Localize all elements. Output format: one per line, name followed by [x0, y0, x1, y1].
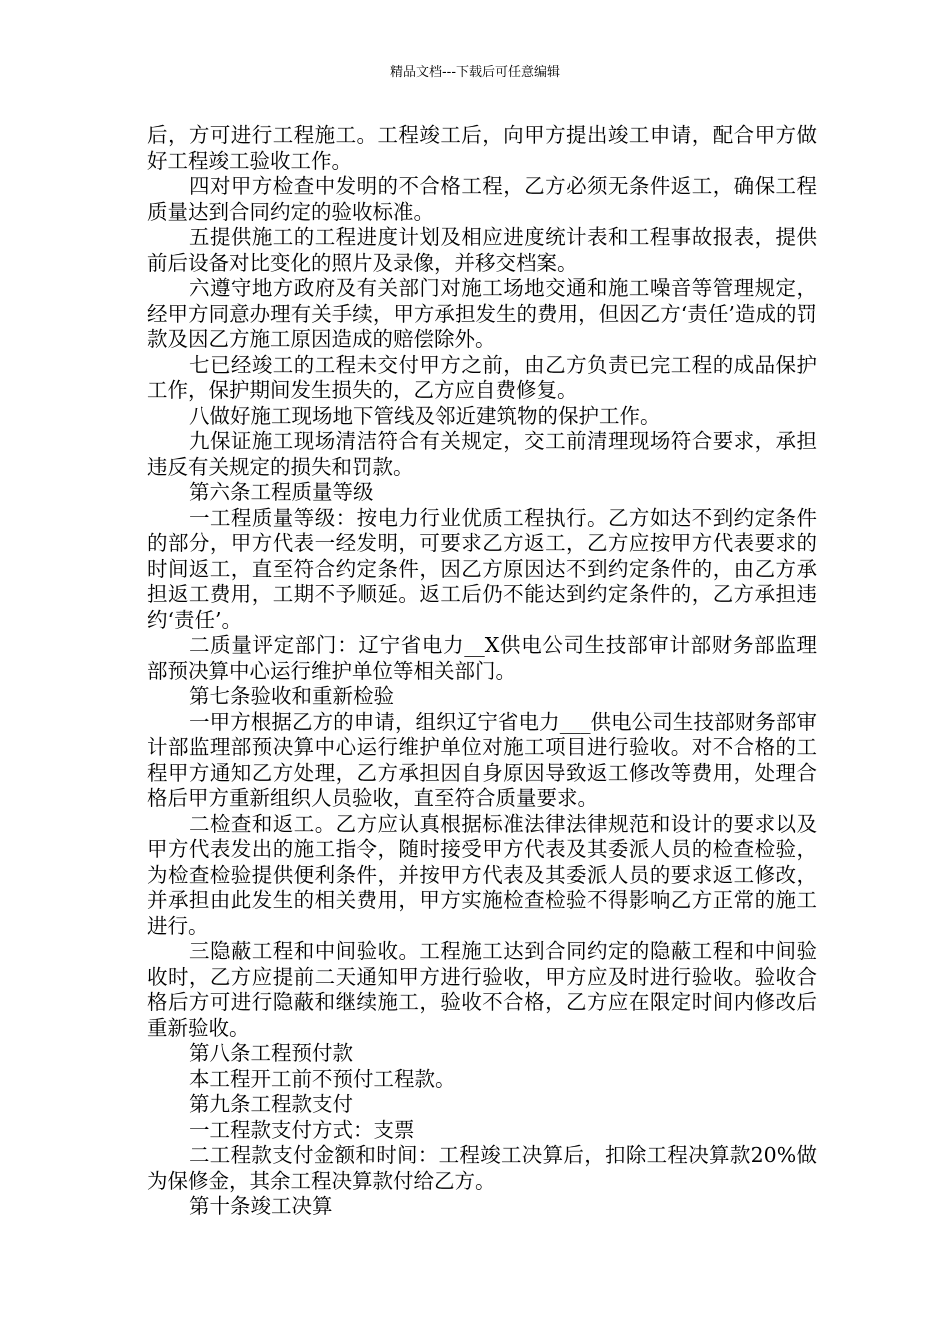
paragraph: 二质量评定部门：辽宁省电力__X供电公司生技部审计部财务部监理部预决算中心运行维护单位等相关部门。	[147, 633, 817, 683]
section-heading: 第九条工程款支付	[189, 1092, 353, 1116]
section-heading: 第七条验收和重新检验	[189, 684, 394, 708]
page-header: 精品文档---下载后可任意编辑	[389, 65, 561, 80]
paragraph: 四对甲方检查中发明的不合格工程，乙方必须无条件返工，确保工程质量达到合同约定的验收标准。	[147, 174, 817, 224]
paragraph: 一工程款支付方式：支票	[189, 1117, 415, 1142]
section-heading: 第八条工程预付款	[189, 1041, 353, 1065]
paragraph: 二检查和返工。乙方应认真根据标准法律法律规范和设计的要求以及甲方代表发出的施工指令，随时接受甲方代表及其委派人员的检查检验，为检查检验提供便利条件，并按甲方代表及其委派人员的要求返工修改，并承担由此发生的相关费用，甲方实施检查检验不得影响乙方正常的施工进行。	[147, 811, 817, 938]
paragraph: 后，方可进行工程施工。工程竣工后，向甲方提出竣工申请，配合甲方做好工程竣工验收工作。	[147, 123, 817, 173]
paragraph: 八做好施工现场地下管线及邻近建筑物的保护工作。	[189, 403, 661, 428]
document-body	[147, 123, 817, 1220]
paragraph: 一甲方根据乙方的申请，组织辽宁省电力___供电公司生技部财务部审计部监理部预决算中心运行维护单位对施工项目进行验收。对不合格的工程甲方通知乙方处理，乙方承担因自身原因导致返工修改等费用，处理合格后甲方重新组织人员验收，直至符合质量要求。	[147, 709, 817, 810]
section-heading: 第十条竣工决算	[189, 1194, 333, 1218]
paragraph: 二工程款支付金额和时间：工程竣工决算后，扣除工程决算款20%做为保修金，其余工程决算款付给乙方。	[147, 1143, 817, 1193]
paragraph: 九保证施工现场清洁符合有关规定，交工前清理现场符合要求，承担违反有关规定的损失和罚款。	[147, 429, 817, 479]
section-heading: 第六条工程质量等级	[189, 480, 374, 504]
paragraph: 本工程开工前不预付工程款。	[189, 1066, 456, 1091]
paragraph: 三隐蔽工程和中间验收。工程施工达到合同约定的隐蔽工程和中间验收时，乙方应提前二天通知甲方进行验收，甲方应及时进行验收。验收合格后方可进行隐蔽和继续施工，验收不合格，乙方应在限定时间内修改后重新验收。	[147, 939, 817, 1040]
paragraph: 五提供施工的工程进度计划及相应进度统计表和工程事故报表，提供前后设备对比变化的照片及录像，并移交档案。	[147, 225, 817, 275]
paragraph: 六遵守地方政府及有关部门对施工场地交通和施工噪音等管理规定，经甲方同意办理有关手续，甲方承担发生的费用，但因乙方‘责任’造成的罚款及因乙方施工原因造成的赔偿除外。	[147, 276, 817, 351]
paragraph: 七已经竣工的工程未交付甲方之前，由乙方负责已完工程的成品保护工作，保护期间发生损失的，乙方应自费修复。	[147, 352, 817, 402]
paragraph: 一工程质量等级：按电力行业优质工程执行。乙方如达不到约定条件的部分，甲方代表一经发明，可要求乙方返工，乙方应按甲方代表要求的时间返工，直至符合约定条件，因乙方原因达不到约定条件的，由乙方承担返工费用，工期不予顺延。返工后仍不能达到约定条件的，乙方承担违约‘责任’。	[147, 505, 817, 632]
